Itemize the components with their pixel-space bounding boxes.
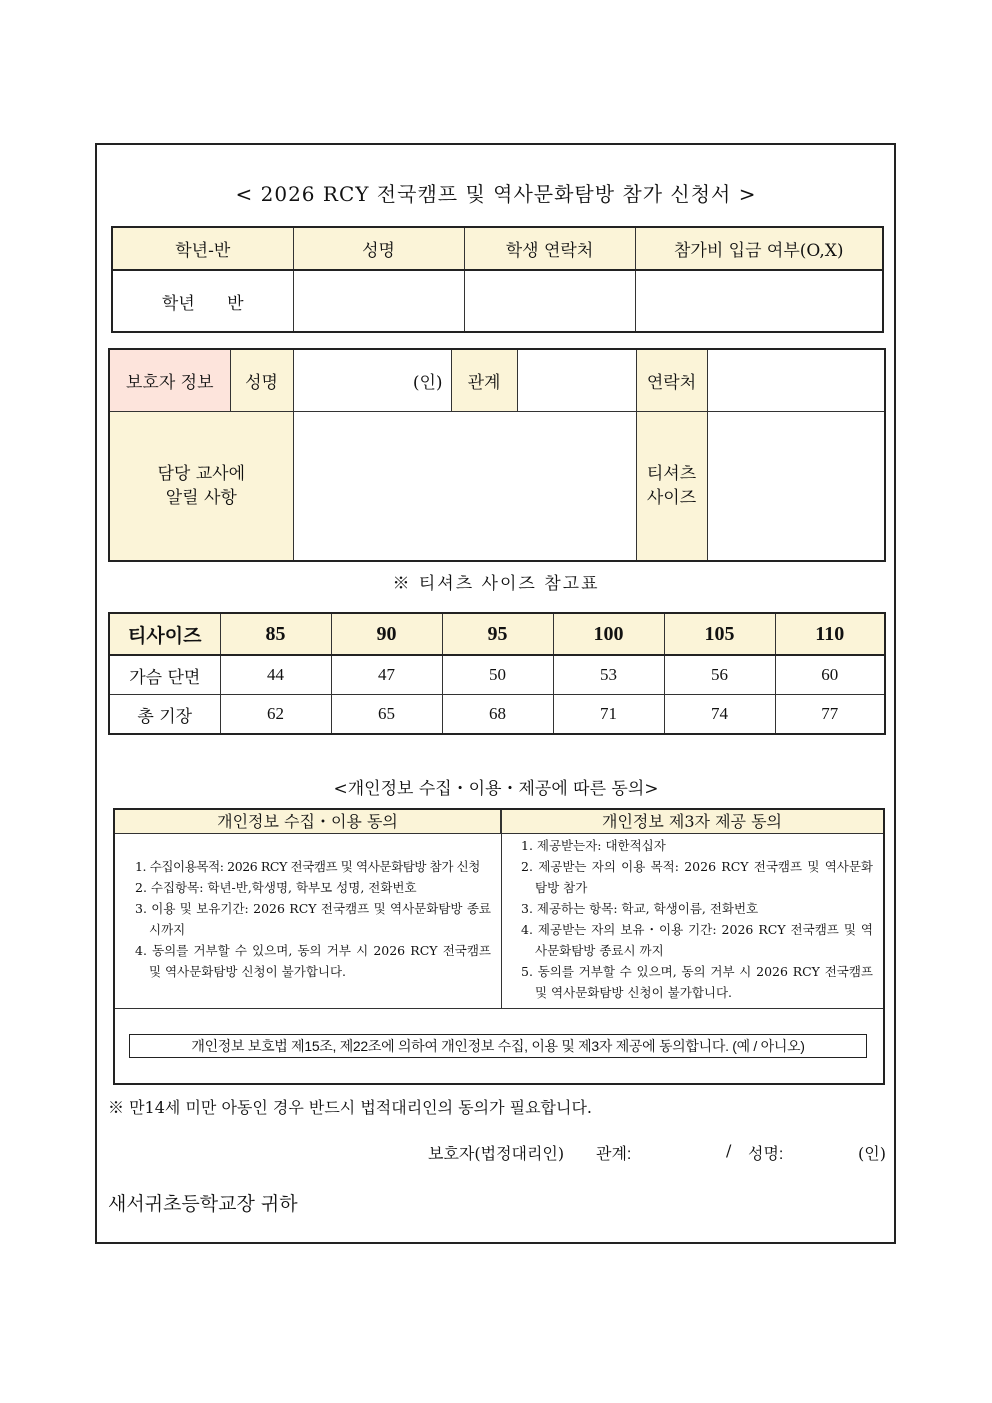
size-header: 100 — [553, 613, 664, 655]
tshirt-label-line1: 티셔츠 — [646, 464, 697, 484]
list-item: 4. 제공받는 자의 보유・이용 기간: 2026 RCY 전국캠프 및 역사문화탐방 종료시 까지 — [521, 922, 873, 958]
form-title: < 2026 RCY 전국캠프 및 역사문화탐방 참가 신청서 > — [235, 182, 757, 206]
fee-paid-cell[interactable] — [635, 270, 883, 332]
header-student-contact: 학생 연락처 — [464, 227, 635, 270]
guardian-sign-slash: / — [726, 1141, 732, 1160]
guardian-sign-relation[interactable]: 관계: — [596, 1146, 632, 1163]
guardian-table — [108, 348, 886, 562]
consent-bottom-rule — [115, 1008, 883, 1009]
list-item: 3. 제공하는 항목: 학교, 학생이름, 전화번호 — [521, 901, 759, 916]
relation-label: 관계 — [451, 349, 517, 412]
tshirt-label-line2: 사이즈 — [646, 488, 697, 508]
relation-cell[interactable] — [517, 349, 636, 412]
chest-width-label: 가슴 단면 — [109, 655, 220, 695]
legal-guardian-footnote: ※ 만14세 미만 아동인 경우 반드시 법적대리인의 동의가 필요합니다. — [108, 1098, 592, 1117]
grade-class-cell[interactable]: 학년 반 — [112, 270, 293, 332]
table-cell: 56 — [664, 655, 775, 695]
header-grade-class: 학년-반 — [112, 227, 293, 270]
size-header: 85 — [220, 613, 331, 655]
guardian-sign-label: 보호자(법정대리인) — [428, 1144, 565, 1163]
consent-divider — [501, 810, 502, 1008]
table-cell: 77 — [775, 695, 885, 735]
size-chart-note: ※ 티셔츠 사이즈 참고표 — [392, 574, 600, 594]
list-item: 3. 이용 및 보유기간: 2026 RCY 전국캠프 및 역사문화탐방 종료시까지 — [135, 901, 491, 937]
notes-label — [109, 412, 293, 562]
list-item: 1. 제공받는자: 대한적십자 — [521, 838, 666, 853]
consent-third-party-heading: 개인정보 제3자 제공 동의 — [501, 810, 883, 834]
table-cell: 60 — [775, 655, 885, 695]
header-name: 성명 — [293, 227, 464, 270]
total-length-label: 총 기장 — [109, 695, 220, 735]
contact-cell[interactable] — [707, 349, 885, 412]
notes-label-line2: 알릴 사항 — [165, 488, 237, 508]
principal-addressee: 새서귀초등학교장 귀하 — [108, 1193, 298, 1215]
table-cell: 47 — [331, 655, 442, 695]
list-item: 4. 동의를 거부할 수 있으며, 동의 거부 시 2026 RCY 전국캠프 및 역사문화탐방 신청이 불가합니다. — [135, 943, 491, 979]
table-cell: 50 — [442, 655, 553, 695]
size-header: 110 — [775, 613, 885, 655]
header-fee-paid: 참가비 입금 여부(O,X) — [635, 227, 883, 270]
table-cell: 74 — [664, 695, 775, 735]
student-contact-cell[interactable] — [464, 270, 635, 332]
table-cell: 68 — [442, 695, 553, 735]
agreement-statement[interactable]: 개인정보 보호법 제15조, 제22조에 의하여 개인정보 수집, 이용 및 제3자 제공에 동의합니다. (예 / 아니오) — [129, 1034, 867, 1058]
notes-cell[interactable] — [293, 412, 636, 562]
seal-mark: (인) — [412, 373, 443, 393]
table-cell: 62 — [220, 695, 331, 735]
size-header-label: 티사이즈 — [109, 613, 220, 655]
guardian-name-label: 성명 — [230, 349, 293, 412]
guardian-name-cell[interactable] — [293, 349, 451, 412]
consent-third-party-list — [521, 835, 873, 1003]
guardian-info-label: 보호자 정보 — [109, 349, 230, 412]
tshirt-size-cell[interactable] — [707, 412, 885, 562]
consent-collect-heading: 개인정보 수집・이용 동의 — [115, 810, 501, 834]
consent-box — [113, 808, 885, 1085]
guardian-sign-seal: (인) — [858, 1144, 886, 1163]
list-item: 2. 수집항목: 학년-반,학생명, 학부모 성명, 전화번호 — [135, 880, 417, 895]
student-table — [111, 226, 884, 333]
notes-label-line1: 담당 교사에 — [157, 464, 245, 484]
size-header: 90 — [331, 613, 442, 655]
size-table — [108, 612, 886, 735]
student-name-cell[interactable] — [293, 270, 464, 332]
table-cell: 53 — [553, 655, 664, 695]
list-item: 1. 수집이용목적: 2026 RCY 전국캠프 및 역사문화탐방 참가 신청 — [135, 859, 480, 874]
table-cell: 44 — [220, 655, 331, 695]
size-header: 95 — [442, 613, 553, 655]
tshirt-size-label — [636, 412, 707, 562]
consent-collect-list — [135, 856, 491, 982]
table-cell: 65 — [331, 695, 442, 735]
list-item: 5. 동의를 거부할 수 있으며, 동의 거부 시 2026 RCY 전국캠프 및 역사문화탐방 신청이 불가합니다. — [521, 964, 873, 1000]
table-cell: 71 — [553, 695, 664, 735]
consent-title: <개인정보 수집・이용・제공에 따른 동의> — [333, 779, 659, 799]
contact-label: 연락처 — [636, 349, 707, 412]
list-item: 2. 제공받는 자의 이용 목적: 2026 RCY 전국캠프 및 역사문화탐방 참가 — [521, 859, 873, 895]
size-header: 105 — [664, 613, 775, 655]
guardian-sign-name[interactable]: 성명: — [748, 1146, 784, 1163]
